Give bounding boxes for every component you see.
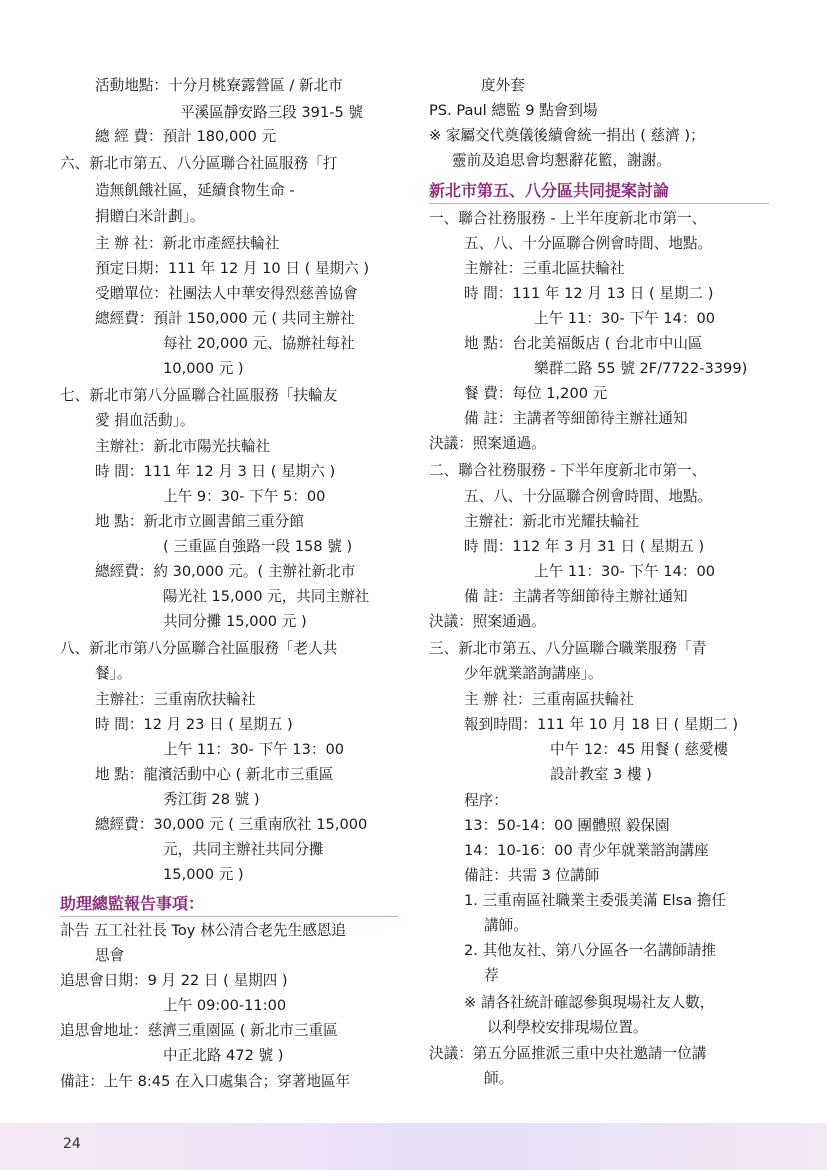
text-line: 陽光社 15,000 元，共同主辦社	[163, 588, 370, 605]
text-line: 2. 其他友社、第八分區各一名講師請推	[464, 942, 717, 959]
text-line: 14：10-16：00 青少年就業諮詢講座	[464, 842, 709, 859]
text-line: 主辦社：新北市光耀扶輪社	[464, 513, 640, 530]
text-line: ※ 請各社統計確認參與現場社友人數，	[464, 994, 715, 1011]
text-line: 1. 三重南區社職業主委張美滿 Elsa 擔任	[464, 892, 726, 909]
text-line: 主 辦 社：新北市產經扶輪社	[95, 235, 280, 252]
text-line: 主辦社：新北市陽光扶輪社	[95, 438, 271, 455]
text-line: 10,000 元 )	[163, 360, 244, 377]
text-line: 總經費：30,000 元 ( 三重南欣社 15,000	[95, 816, 368, 833]
text-line: ※ 家屬交代奠儀後續會統一捐出 ( 慈濟 )；	[429, 127, 705, 144]
page-number: 24	[63, 1136, 81, 1152]
section-heading: 新北市第五、八分區共同提案討論	[429, 181, 670, 200]
page-footer-band	[0, 1123, 827, 1170]
text-line: 中正北路 472 號 )	[163, 1047, 284, 1064]
text-line: 造無飢餓社區，延續食物生命 -	[95, 182, 295, 199]
text-line: 活動地點：十分月桃寮露營區 / 新北市	[95, 77, 343, 94]
text-line: 上午 11：30- 下午 14：00	[534, 310, 716, 327]
text-line: 捐贈白米計劃」。	[95, 208, 205, 225]
text-line: 備 註：主講者等細節待主辦社通知	[464, 410, 688, 427]
text-line: 地 點：龍濱活動中心 ( 新北市三重區	[95, 766, 334, 783]
text-line: 每社 20,000 元、協辦社每社	[163, 335, 355, 352]
text-line: 地 點：台北美福飯店 ( 台北市中山區	[464, 335, 703, 352]
text-line: 靈前及追思會均懇辭花籃，謝謝。	[452, 152, 671, 169]
text-line: 講師。	[484, 917, 528, 934]
item-heading: 八、新北市第八分區聯合社區服務「老人共	[60, 640, 338, 657]
text-line: 五、八、十分區聯合例會時間、地點。	[464, 488, 713, 505]
text-line: 備註：上午 8:45 在入口處集合；穿著地區年	[60, 1073, 351, 1090]
text-line: PS. Paul 總監 9 點會到場	[429, 102, 598, 119]
text-line: 預定日期：111 年 12 月 10 日 ( 星期六 )	[95, 260, 370, 277]
item-heading: 三、新北市第五、八分區聯合職業服務「青	[429, 640, 707, 657]
text-line: 總 經 費：預計 180,000 元	[95, 128, 277, 145]
resolution-line: 決議：照案通過。	[429, 435, 546, 452]
text-line: 15,000 元 )	[163, 866, 244, 883]
text-line: 思會	[95, 947, 125, 964]
text-line: 少年就業諮詢講座」。	[464, 665, 603, 682]
text-line: 備 註：主講者等細節待主辦社通知	[464, 588, 688, 605]
text-line: 度外套	[481, 77, 525, 94]
text-line: 程序：	[464, 792, 508, 809]
text-line: 時 間：111 年 12 月 3 日 ( 星期六 )	[95, 463, 336, 480]
text-line: 地 點：新北市立圖書館三重分館	[95, 513, 304, 530]
text-line: 主辦社：三重南欣扶輪社	[95, 691, 256, 708]
text-line: 備註：共需 3 位講師	[464, 867, 600, 884]
text-line: 主辦社：三重北區扶輪社	[464, 260, 625, 277]
text-line: 上午 11：30- 下午 13：00	[163, 741, 345, 758]
resolution-line: 決議：第五分區推派三重中央社邀請一位講	[429, 1045, 707, 1062]
text-line: 樂群二路 55 號 2F/7722-3399)	[534, 360, 748, 377]
item-heading: 二、聯合社務服務 - 下半年度新北市第一、	[429, 462, 707, 479]
text-line: 時 間：12 月 23 日 ( 星期五 )	[95, 716, 293, 733]
text-line: 訃告 五工社社長 Toy 林公清合老先生感恩追	[60, 922, 347, 939]
text-line: 追思會地址：慈濟三重園區 ( 新北市三重區	[60, 1022, 338, 1039]
text-line: 報到時間：111 年 10 月 18 日 ( 星期二 )	[464, 716, 739, 733]
text-line: 主 辦 社：三重南區扶輪社	[464, 691, 634, 708]
text-line: 上午 11：30- 下午 14：00	[534, 563, 716, 580]
text-line: 總經費：約 30,000 元。( 主辦社新北市	[95, 563, 356, 580]
text-line: 師。	[484, 1070, 514, 1087]
text-line: 元，共同主辦社共同分攤	[163, 841, 324, 858]
text-line: 上午 9：30- 下午 5：00	[163, 488, 326, 505]
text-line: 餐 費：每位 1,200 元	[464, 385, 608, 402]
text-line: 以利學校安排現場位置。	[487, 1019, 648, 1036]
text-line: 餐」。	[95, 665, 132, 682]
text-line: ( 三重區自強路一段 158 號 )	[163, 538, 353, 555]
text-line: 時 間：112 年 3 月 31 日 ( 星期五 )	[464, 538, 705, 555]
section-divider	[429, 203, 769, 204]
text-line: 五、八、十分區聯合例會時間、地點。	[464, 235, 713, 252]
section-divider	[60, 916, 398, 917]
item-heading: 六、新北市第五、八分區聯合社區服務「打	[60, 155, 338, 172]
text-line: 設計教室 3 樓 )	[550, 766, 652, 783]
text-line: 愛 捐血活動」。	[95, 412, 195, 429]
text-line: 荐	[484, 967, 499, 984]
text-line: 中午 12：45 用餐 ( 慈愛樓	[550, 741, 729, 758]
text-line: 總經費：預計 150,000 元 ( 共同主辦社	[95, 310, 355, 327]
section-heading: 助理總監報告事項：	[60, 894, 205, 913]
text-line: 時 間：111 年 12 月 13 日 ( 星期二 )	[464, 285, 714, 302]
text-line: 追思會日期：9 月 22 日 ( 星期四 )	[60, 972, 288, 989]
text-line: 平溪區靜安路三段 391-5 號	[180, 104, 364, 121]
text-line: 13：50-14：00 團體照 毅保園	[464, 817, 670, 834]
text-line: 受贈單位：社團法人中華安得烈慈善協會	[95, 285, 358, 302]
text-line: 秀江街 28 號 )	[163, 791, 260, 808]
text-line: 共同分攤 15,000 元 )	[163, 613, 307, 630]
item-heading: 一、聯合社務服務 - 上半年度新北市第一、	[429, 210, 707, 227]
text-line: 上午 09:00-11:00	[163, 997, 287, 1014]
resolution-line: 決議：照案通過。	[429, 613, 546, 630]
item-heading: 七、新北市第八分區聯合社區服務「扶輪友	[60, 387, 338, 404]
